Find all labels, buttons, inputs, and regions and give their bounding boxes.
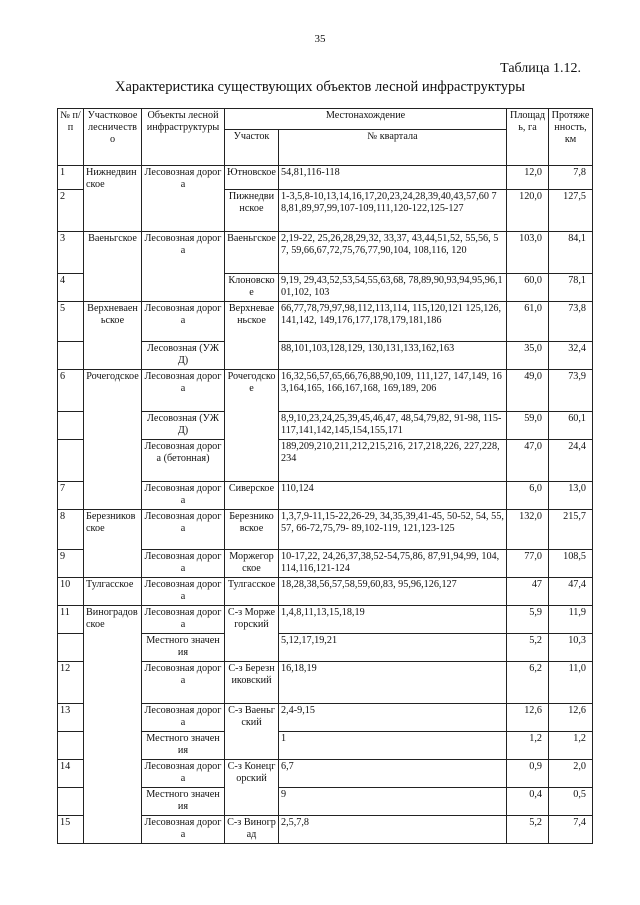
cell-num: 8 — [58, 510, 84, 550]
cell-quarters: 18,28,38,56,57,58,59,60,83, 95,96,126,127 — [279, 578, 507, 606]
header-num: № п/п — [58, 109, 84, 166]
cell-quarters: 10-17,22, 24,26,37,38,52-54,75,86, 87,91,94,99, 104,114,116,121-124 — [279, 550, 507, 578]
cell-area: 0,9 — [507, 760, 549, 788]
cell-object: Лесовозная дорога — [142, 550, 225, 578]
header-quarter: № квартала — [279, 130, 507, 166]
cell-length: 24,4 — [549, 440, 593, 482]
cell-area: 6,0 — [507, 482, 549, 510]
cell-site: Березниковское — [225, 510, 279, 550]
cell-site: С-з Виноград — [225, 816, 279, 844]
cell-length: 32,4 — [549, 342, 593, 370]
cell-num: 1 — [58, 166, 84, 190]
cell-num: 13 — [58, 704, 84, 732]
cell-length: 78,1 — [549, 274, 593, 302]
cell-num — [58, 440, 84, 482]
cell-quarters: 9 — [279, 788, 507, 816]
cell-area: 103,0 — [507, 232, 549, 274]
cell-quarters: 2,5,7,8 — [279, 816, 507, 844]
cell-area: 120,0 — [507, 190, 549, 232]
cell-object: Местного значения — [142, 732, 225, 760]
cell-site: Моржегорское — [225, 550, 279, 578]
header-site: Участок — [225, 130, 279, 166]
cell-area: 49,0 — [507, 370, 549, 412]
cell-quarters: 2,19-22, 25,26,28,29,32, 33,37, 43,44,51,52, 55,56, 57, 59,66,67,72,75,76,77,90,104, 108,116, 120 — [279, 232, 507, 274]
cell-length: 2,0 — [549, 760, 593, 788]
header-length: Протяженность, км — [549, 109, 593, 166]
cell-site: Пижнедвинское — [225, 190, 279, 232]
cell-area: 5,2 — [507, 634, 549, 662]
cell-area: 1,2 — [507, 732, 549, 760]
cell-num: 10 — [58, 578, 84, 606]
cell-object: Лесовозная дорога — [142, 370, 225, 412]
cell-quarters: 1 — [279, 732, 507, 760]
table-row — [58, 578, 593, 606]
cell-site: Ютновское — [225, 166, 279, 190]
cell-length: 73,8 — [549, 302, 593, 342]
cell-length: 215,7 — [549, 510, 593, 550]
cell-district: Рочегодское — [84, 370, 142, 510]
table-row — [58, 232, 593, 274]
cell-district: Ваеньгское — [84, 232, 142, 302]
cell-length: 7,4 — [549, 816, 593, 844]
cell-quarters: 66,77,78,79,97,98,112,113,114, 115,120,121 125,126,141,142, 149,176,177,178,179,181,186 — [279, 302, 507, 342]
cell-num — [58, 732, 84, 760]
cell-quarters: 8,9,10,23,24,25,39,45,46,47, 48,54,79,82, 91-98, 115-117,141,142,145,154,155,171 — [279, 412, 507, 440]
cell-num: 15 — [58, 816, 84, 844]
cell-district: Нижнедвинское — [84, 166, 142, 232]
cell-district: Виноградовское — [84, 606, 142, 844]
cell-num — [58, 412, 84, 440]
cell-length: 0,5 — [549, 788, 593, 816]
cell-district: Верхневаеньское — [84, 302, 142, 370]
cell-length: 7,8 — [549, 166, 593, 190]
cell-site: Тулгасское — [225, 578, 279, 606]
cell-num: 2 — [58, 190, 84, 232]
cell-length: 12,6 — [549, 704, 593, 732]
cell-length: 60,1 — [549, 412, 593, 440]
cell-site: Клоновское — [225, 274, 279, 302]
cell-quarters: 1-3,5,8-10,13,14,16,17,20,23,24,28,39,40,43,57,60 78,81,89,97,99,107-109,111,120-122,125-127 — [279, 190, 507, 232]
cell-area: 77,0 — [507, 550, 549, 578]
cell-object: Лесовозная дорога — [142, 578, 225, 606]
cell-object: Лесовозная дорога — [142, 166, 225, 232]
cell-area: 12,0 — [507, 166, 549, 190]
cell-object: Лесовозная дорога — [142, 704, 225, 732]
cell-num: 9 — [58, 550, 84, 578]
cell-object: Лесовозная (УЖД) — [142, 342, 225, 370]
cell-num — [58, 634, 84, 662]
cell-length: 108,5 — [549, 550, 593, 578]
page-number: 35 — [314, 33, 326, 45]
cell-num: 3 — [58, 232, 84, 274]
cell-object: Местного значения — [142, 634, 225, 662]
cell-num: 12 — [58, 662, 84, 704]
cell-area: 59,0 — [507, 412, 549, 440]
cell-quarters: 88,101,103,128,129, 130,131,133,162,163 — [279, 342, 507, 370]
cell-object: Лесовозная дорога — [142, 302, 225, 342]
cell-num — [58, 788, 84, 816]
cell-quarters: 1,4,8,11,13,15,18,19 — [279, 606, 507, 634]
cell-quarters: 189,209,210,211,212,215,216, 217,218,226, 227,228,234 — [279, 440, 507, 482]
cell-num: 5 — [58, 302, 84, 342]
header-area: Площадь, га — [507, 109, 549, 166]
cell-length: 13,0 — [549, 482, 593, 510]
cell-quarters: 6,7 — [279, 760, 507, 788]
table-row — [58, 166, 593, 190]
cell-length: 11,9 — [549, 606, 593, 634]
cell-area: 6,2 — [507, 662, 549, 704]
cell-object: Лесовозная дорога — [142, 232, 225, 302]
cell-length: 11,0 — [549, 662, 593, 704]
cell-site: Верхневаеньское — [225, 302, 279, 370]
cell-district: Березниковское — [84, 510, 142, 578]
cell-quarters: 5,12,17,19,21 — [279, 634, 507, 662]
cell-site: Сиверское — [225, 482, 279, 510]
cell-num: 7 — [58, 482, 84, 510]
cell-quarters: 110,124 — [279, 482, 507, 510]
cell-area: 60,0 — [507, 274, 549, 302]
cell-area: 47 — [507, 578, 549, 606]
cell-length: 47,4 — [549, 578, 593, 606]
cell-area: 35,0 — [507, 342, 549, 370]
cell-length: 73,9 — [549, 370, 593, 412]
cell-object: Лесовозная дорога — [142, 482, 225, 510]
cell-area: 61,0 — [507, 302, 549, 342]
cell-quarters: 9,19, 29,43,52,53,54,55,63,68, 78,89,90,93,94,95,96,101,102, 103 — [279, 274, 507, 302]
cell-site: С-з Березниковский — [225, 662, 279, 704]
cell-num — [58, 342, 84, 370]
cell-length: 10,3 — [549, 634, 593, 662]
header-objects: Объекты лесной инфраструктуры — [142, 109, 225, 166]
cell-quarters: 16,32,56,57,65,66,76,88,90,109, 111,127, 147,149, 163,164,165, 166,167,168, 169,189, 206 — [279, 370, 507, 412]
cell-object: Лесовозная дорога (бетонная) — [142, 440, 225, 482]
cell-site: С-з Моржегорский — [225, 606, 279, 662]
cell-object: Местного значения — [142, 788, 225, 816]
cell-site: С-з Ваеньгский — [225, 704, 279, 760]
cell-area: 5,9 — [507, 606, 549, 634]
table-row — [58, 302, 593, 342]
cell-object: Лесовозная дорога — [142, 816, 225, 844]
cell-length: 1,2 — [549, 732, 593, 760]
cell-quarters: 54,81,116-118 — [279, 166, 507, 190]
cell-site: С-з Конецгорский — [225, 760, 279, 816]
cell-object: Лесовозная дорога — [142, 510, 225, 550]
cell-quarters: 2,4-9,15 — [279, 704, 507, 732]
cell-quarters: 1,3,7,9-11,15-22,26-29, 34,35,39,41-45, 50-52, 54, 55,57, 66-72,75,79- 89,102-119, 121,123-125 — [279, 510, 507, 550]
cell-site: Рочегодское — [225, 370, 279, 482]
cell-site: Ваеньгское — [225, 232, 279, 274]
cell-num: 6 — [58, 370, 84, 412]
infrastructure-table — [57, 108, 593, 844]
cell-object: Лесовозная дорога — [142, 662, 225, 704]
cell-area: 0,4 — [507, 788, 549, 816]
table-title: Характеристика существующих объектов лесной инфраструктуры — [115, 79, 525, 95]
cell-length: 127,5 — [549, 190, 593, 232]
cell-num: 14 — [58, 760, 84, 788]
cell-num: 11 — [58, 606, 84, 634]
table-label: Таблица 1.12. — [500, 61, 581, 76]
cell-object: Лесовозная дорога — [142, 606, 225, 634]
header-district: Участковое лесничество — [84, 109, 142, 166]
cell-quarters: 16,18,19 — [279, 662, 507, 704]
cell-object: Лесовозная дорога — [142, 760, 225, 788]
table-row — [58, 510, 593, 550]
cell-area: 5,2 — [507, 816, 549, 844]
cell-area: 47,0 — [507, 440, 549, 482]
header-location: Местонахождение — [225, 109, 507, 130]
cell-area: 132,0 — [507, 510, 549, 550]
table-row — [58, 370, 593, 412]
cell-object: Лесовозная (УЖД) — [142, 412, 225, 440]
table-row — [58, 606, 593, 634]
cell-area: 12,6 — [507, 704, 549, 732]
cell-district: Тулгасское — [84, 578, 142, 606]
cell-length: 84,1 — [549, 232, 593, 274]
cell-num: 4 — [58, 274, 84, 302]
